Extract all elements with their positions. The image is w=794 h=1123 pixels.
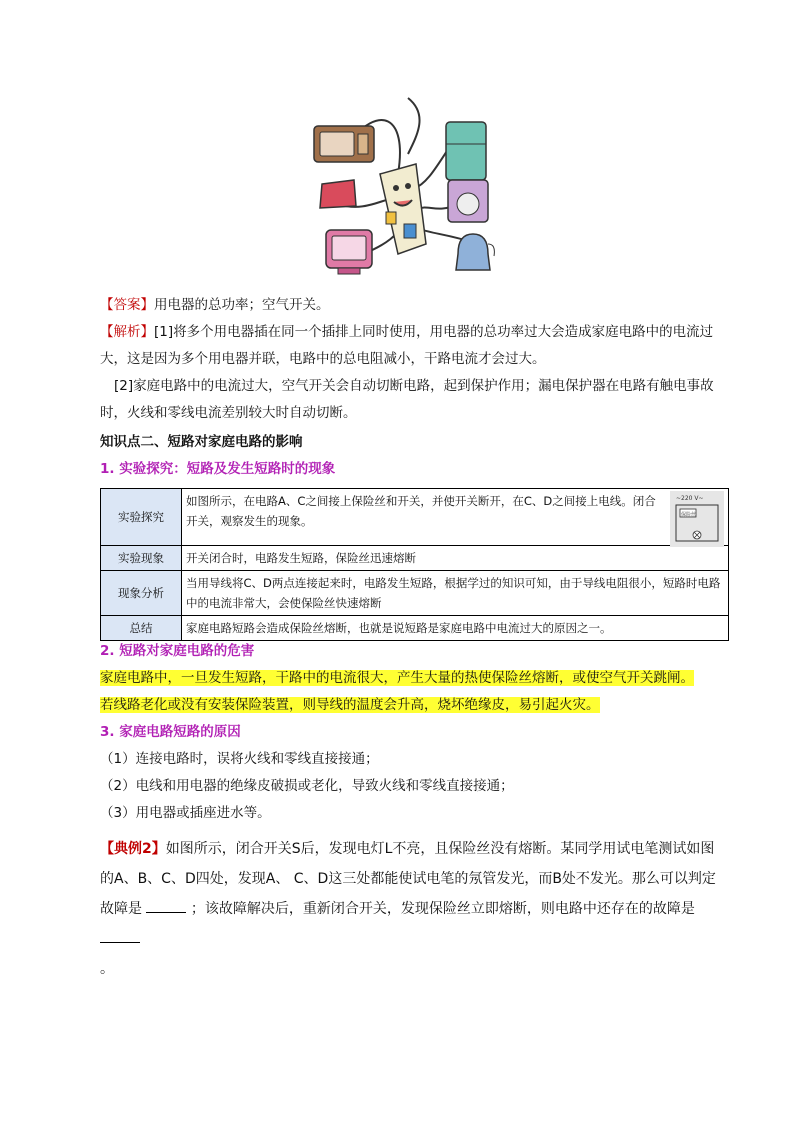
subheading-1: 1. 实验探究：短路及发生短路时的现象 [100,461,336,477]
table-row-head: 现象分析 [101,571,182,616]
answer-tag: 【答案】 [100,297,154,313]
section-title: 知识点二、短路对家庭电路的影响 [100,434,303,450]
analysis-p2: [2]家庭电路中的电流过大，空气开关会自动切断电路，起到保护作用；漏电保护器在电路有触电事故时，火线和零线电流差别较大时自动切断。 [100,378,714,421]
analysis-p1 [100,319,724,373]
table-row [101,571,729,616]
answer-line [100,292,724,319]
example-part-3: 。 [100,961,114,977]
table-row-body: 开关闭合时，电路发生短路，保险丝迅速熔断 [182,546,729,571]
harm-line-2-text: 若线路老化或没有安装保险装置，则导线的温度会升高，烧坏绝缘皮，易引起火灾。 [100,697,600,713]
subheading-3: 3. 家庭电路短路的原因 [100,724,241,740]
table-row-head: 总结 [101,616,182,641]
example-text [100,834,726,984]
example-tag: 【典例2】 [100,841,166,857]
analysis-p1-text: [1]将多个用电器插在同一个插排上同时使用，用电器的总功率过大会造成家庭电路中的电流过大，这是因为多个用电器并联，电路中的总电阻减小，干路电流才会过大。 [100,324,714,367]
table-row-body [182,489,729,546]
harm-line-1 [100,665,730,692]
table-row [101,546,729,571]
table-row-head: 实验现象 [101,546,182,571]
circuit-diagram [670,491,724,547]
example-part-2: ；该故障解决后，重新闭合开关，发现保险丝立即熔断，则电路中还存在的故障是 [190,901,695,917]
table-row-body: 家庭电路短路会造成保险丝熔断，也就是说短路是家庭电路中电流过大的原因之一。 [182,616,729,641]
table-row-head: 实验探究 [101,489,182,546]
overloaded-power-strip-illustration [308,94,498,286]
circuit-voltage-label: ~220 V~ [676,495,704,502]
circuit-fuse-label: 保险丝 [681,512,697,518]
table-row-body-text: 如图所示，在电路A、C之间接上保险丝和开关，并使开关断开，在C、D之间接上电线。闭合开关，观察发生的现象。 [186,494,656,528]
table-row [101,616,729,641]
cause-item: （2）电线和用电器的绝缘皮破损或老化，导致火线和零线直接接通； [100,778,514,794]
analysis-tag: 【解析】 [100,324,154,340]
harm-line-2 [100,692,730,719]
example-part-1: 如图所示，闭合开关S后，发现电灯L不亮，且保险丝没有熔断。某同学用试电笔测试如图的A、B、C、D四处，发现A、 C、D这三处都能使试电笔的氖管发光，而B处不发光。那么可以判定故障是 [100,841,716,917]
cause-item: （3）用电器或插座进水等。 [100,805,271,821]
table-row [101,489,729,546]
table-row-body: 当用导线将C、D两点连接起来时，电路发生短路，根据学过的知识可知，由于导线电阻很小，短路时电路中的电流非常大，会使保险丝快速熔断 [182,571,729,616]
harm-block [100,638,730,827]
experiment-table [100,488,729,641]
answer-text: 用电器的总功率；空气开关。 [154,297,330,313]
example-block [100,834,726,984]
subheading-2: 2. 短路对家庭电路的危害 [100,643,255,659]
answer-blank-1[interactable] [146,898,186,913]
cause-item: （1）连接电路时，误将火线和零线直接接通； [100,751,379,767]
harm-line-1-text: 家庭电路中，一旦发生短路，干路中的电流很大，产生大量的热使保险丝熔断，或使空气开关跳闸。 [100,670,694,686]
answer-block [100,292,724,483]
answer-blank-2[interactable] [100,928,140,943]
